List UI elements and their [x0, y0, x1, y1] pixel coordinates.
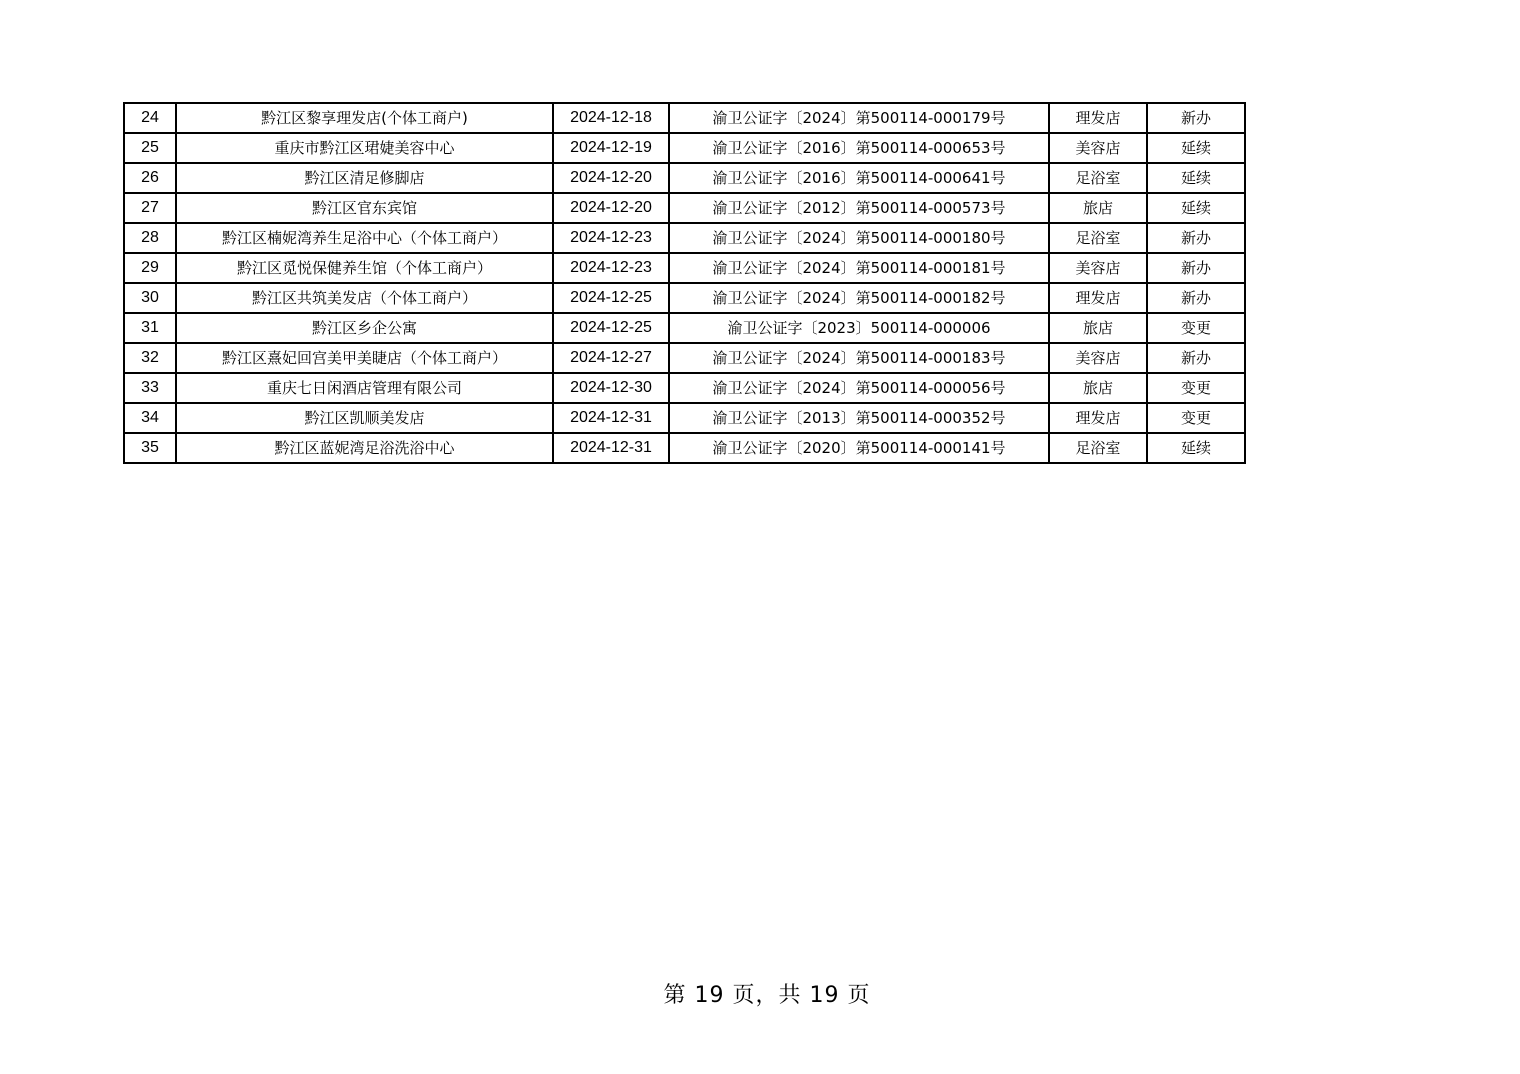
cell-type: 美容店: [1049, 343, 1147, 373]
cell-action: 新办: [1147, 283, 1245, 313]
cell-type: 美容店: [1049, 253, 1147, 283]
cell-date: 2024-12-19: [553, 133, 669, 163]
table-row: [124, 223, 1245, 253]
cell-type: 足浴室: [1049, 433, 1147, 463]
cell-type: 旅店: [1049, 313, 1147, 343]
cell-type: 理发店: [1049, 283, 1147, 313]
table-row: [124, 433, 1245, 463]
cell-action: 变更: [1147, 403, 1245, 433]
table-row: [124, 283, 1245, 313]
cell-cert: 渝卫公证字〔2024〕第500114-000179号: [669, 103, 1049, 133]
cell-cert: 渝卫公证字〔2020〕第500114-000141号: [669, 433, 1049, 463]
cell-name: 黔江区清足修脚店: [176, 163, 553, 193]
table-row: [124, 373, 1245, 403]
cell-action: 新办: [1147, 103, 1245, 133]
cell-date: 2024-12-31: [553, 403, 669, 433]
cell-no: 26: [124, 163, 176, 193]
cell-date: 2024-12-23: [553, 223, 669, 253]
cell-name: 黔江区熹妃回宫美甲美睫店（个体工商户）: [176, 343, 553, 373]
cell-date: 2024-12-23: [553, 253, 669, 283]
cell-no: 29: [124, 253, 176, 283]
cell-action: 新办: [1147, 253, 1245, 283]
table-row: [124, 163, 1245, 193]
table-row: [124, 403, 1245, 433]
table-row: [124, 343, 1245, 373]
cell-name: 重庆七日闲酒店管理有限公司: [176, 373, 553, 403]
cell-name: 黔江区楠妮湾养生足浴中心（个体工商户）: [176, 223, 553, 253]
cell-no: 30: [124, 283, 176, 313]
cell-cert: 渝卫公证字〔2013〕第500114-000352号: [669, 403, 1049, 433]
cell-cert: 渝卫公证字〔2024〕第500114-000181号: [669, 253, 1049, 283]
cell-type: 旅店: [1049, 373, 1147, 403]
cell-cert: 渝卫公证字〔2023〕500114-000006: [669, 313, 1049, 343]
cell-action: 延续: [1147, 133, 1245, 163]
cell-no: 28: [124, 223, 176, 253]
cell-action: 新办: [1147, 343, 1245, 373]
cell-cert: 渝卫公证字〔2024〕第500114-000056号: [669, 373, 1049, 403]
cell-cert: 渝卫公证字〔2024〕第500114-000180号: [669, 223, 1049, 253]
cell-action: 延续: [1147, 163, 1245, 193]
cell-date: 2024-12-27: [553, 343, 669, 373]
table-row: [124, 193, 1245, 223]
cell-no: 33: [124, 373, 176, 403]
cell-date: 2024-12-30: [553, 373, 669, 403]
cell-name: 黔江区乡企公寓: [176, 313, 553, 343]
cell-no: 32: [124, 343, 176, 373]
cell-cert: 渝卫公证字〔2024〕第500114-000183号: [669, 343, 1049, 373]
cell-no: 34: [124, 403, 176, 433]
cell-action: 变更: [1147, 373, 1245, 403]
table-row: [124, 313, 1245, 343]
records-table-body: [124, 103, 1245, 463]
cell-date: 2024-12-25: [553, 313, 669, 343]
cell-type: 足浴室: [1049, 163, 1147, 193]
table-row: [124, 103, 1245, 133]
cell-date: 2024-12-31: [553, 433, 669, 463]
cell-type: 旅店: [1049, 193, 1147, 223]
cell-name: 重庆市黔江区珺婕美容中心: [176, 133, 553, 163]
cell-name: 黔江区觅悦保健养生馆（个体工商户）: [176, 253, 553, 283]
cell-cert: 渝卫公证字〔2016〕第500114-000653号: [669, 133, 1049, 163]
cell-action: 新办: [1147, 223, 1245, 253]
cell-date: 2024-12-25: [553, 283, 669, 313]
table-row: [124, 133, 1245, 163]
cell-name: 黔江区黎享理发店(个体工商户): [176, 103, 553, 133]
cell-type: 理发店: [1049, 403, 1147, 433]
cell-name: 黔江区官东宾馆: [176, 193, 553, 223]
cell-name: 黔江区凯顺美发店: [176, 403, 553, 433]
cell-no: 27: [124, 193, 176, 223]
cell-name: 黔江区蓝妮湾足浴洗浴中心: [176, 433, 553, 463]
cell-no: 35: [124, 433, 176, 463]
cell-type: 理发店: [1049, 103, 1147, 133]
cell-type: 美容店: [1049, 133, 1147, 163]
cell-action: 变更: [1147, 313, 1245, 343]
records-table: [123, 102, 1246, 464]
cell-action: 延续: [1147, 433, 1245, 463]
table-row: [124, 253, 1245, 283]
cell-date: 2024-12-20: [553, 163, 669, 193]
cell-cert: 渝卫公证字〔2024〕第500114-000182号: [669, 283, 1049, 313]
cell-date: 2024-12-18: [553, 103, 669, 133]
cell-cert: 渝卫公证字〔2012〕第500114-000573号: [669, 193, 1049, 223]
cell-no: 25: [124, 133, 176, 163]
cell-name: 黔江区共筑美发店（个体工商户）: [176, 283, 553, 313]
cell-date: 2024-12-20: [553, 193, 669, 223]
page-number-footer: 第 19 页，共 19 页: [663, 983, 871, 1008]
cell-cert: 渝卫公证字〔2016〕第500114-000641号: [669, 163, 1049, 193]
cell-action: 延续: [1147, 193, 1245, 223]
cell-type: 足浴室: [1049, 223, 1147, 253]
cell-no: 31: [124, 313, 176, 343]
cell-no: 24: [124, 103, 176, 133]
